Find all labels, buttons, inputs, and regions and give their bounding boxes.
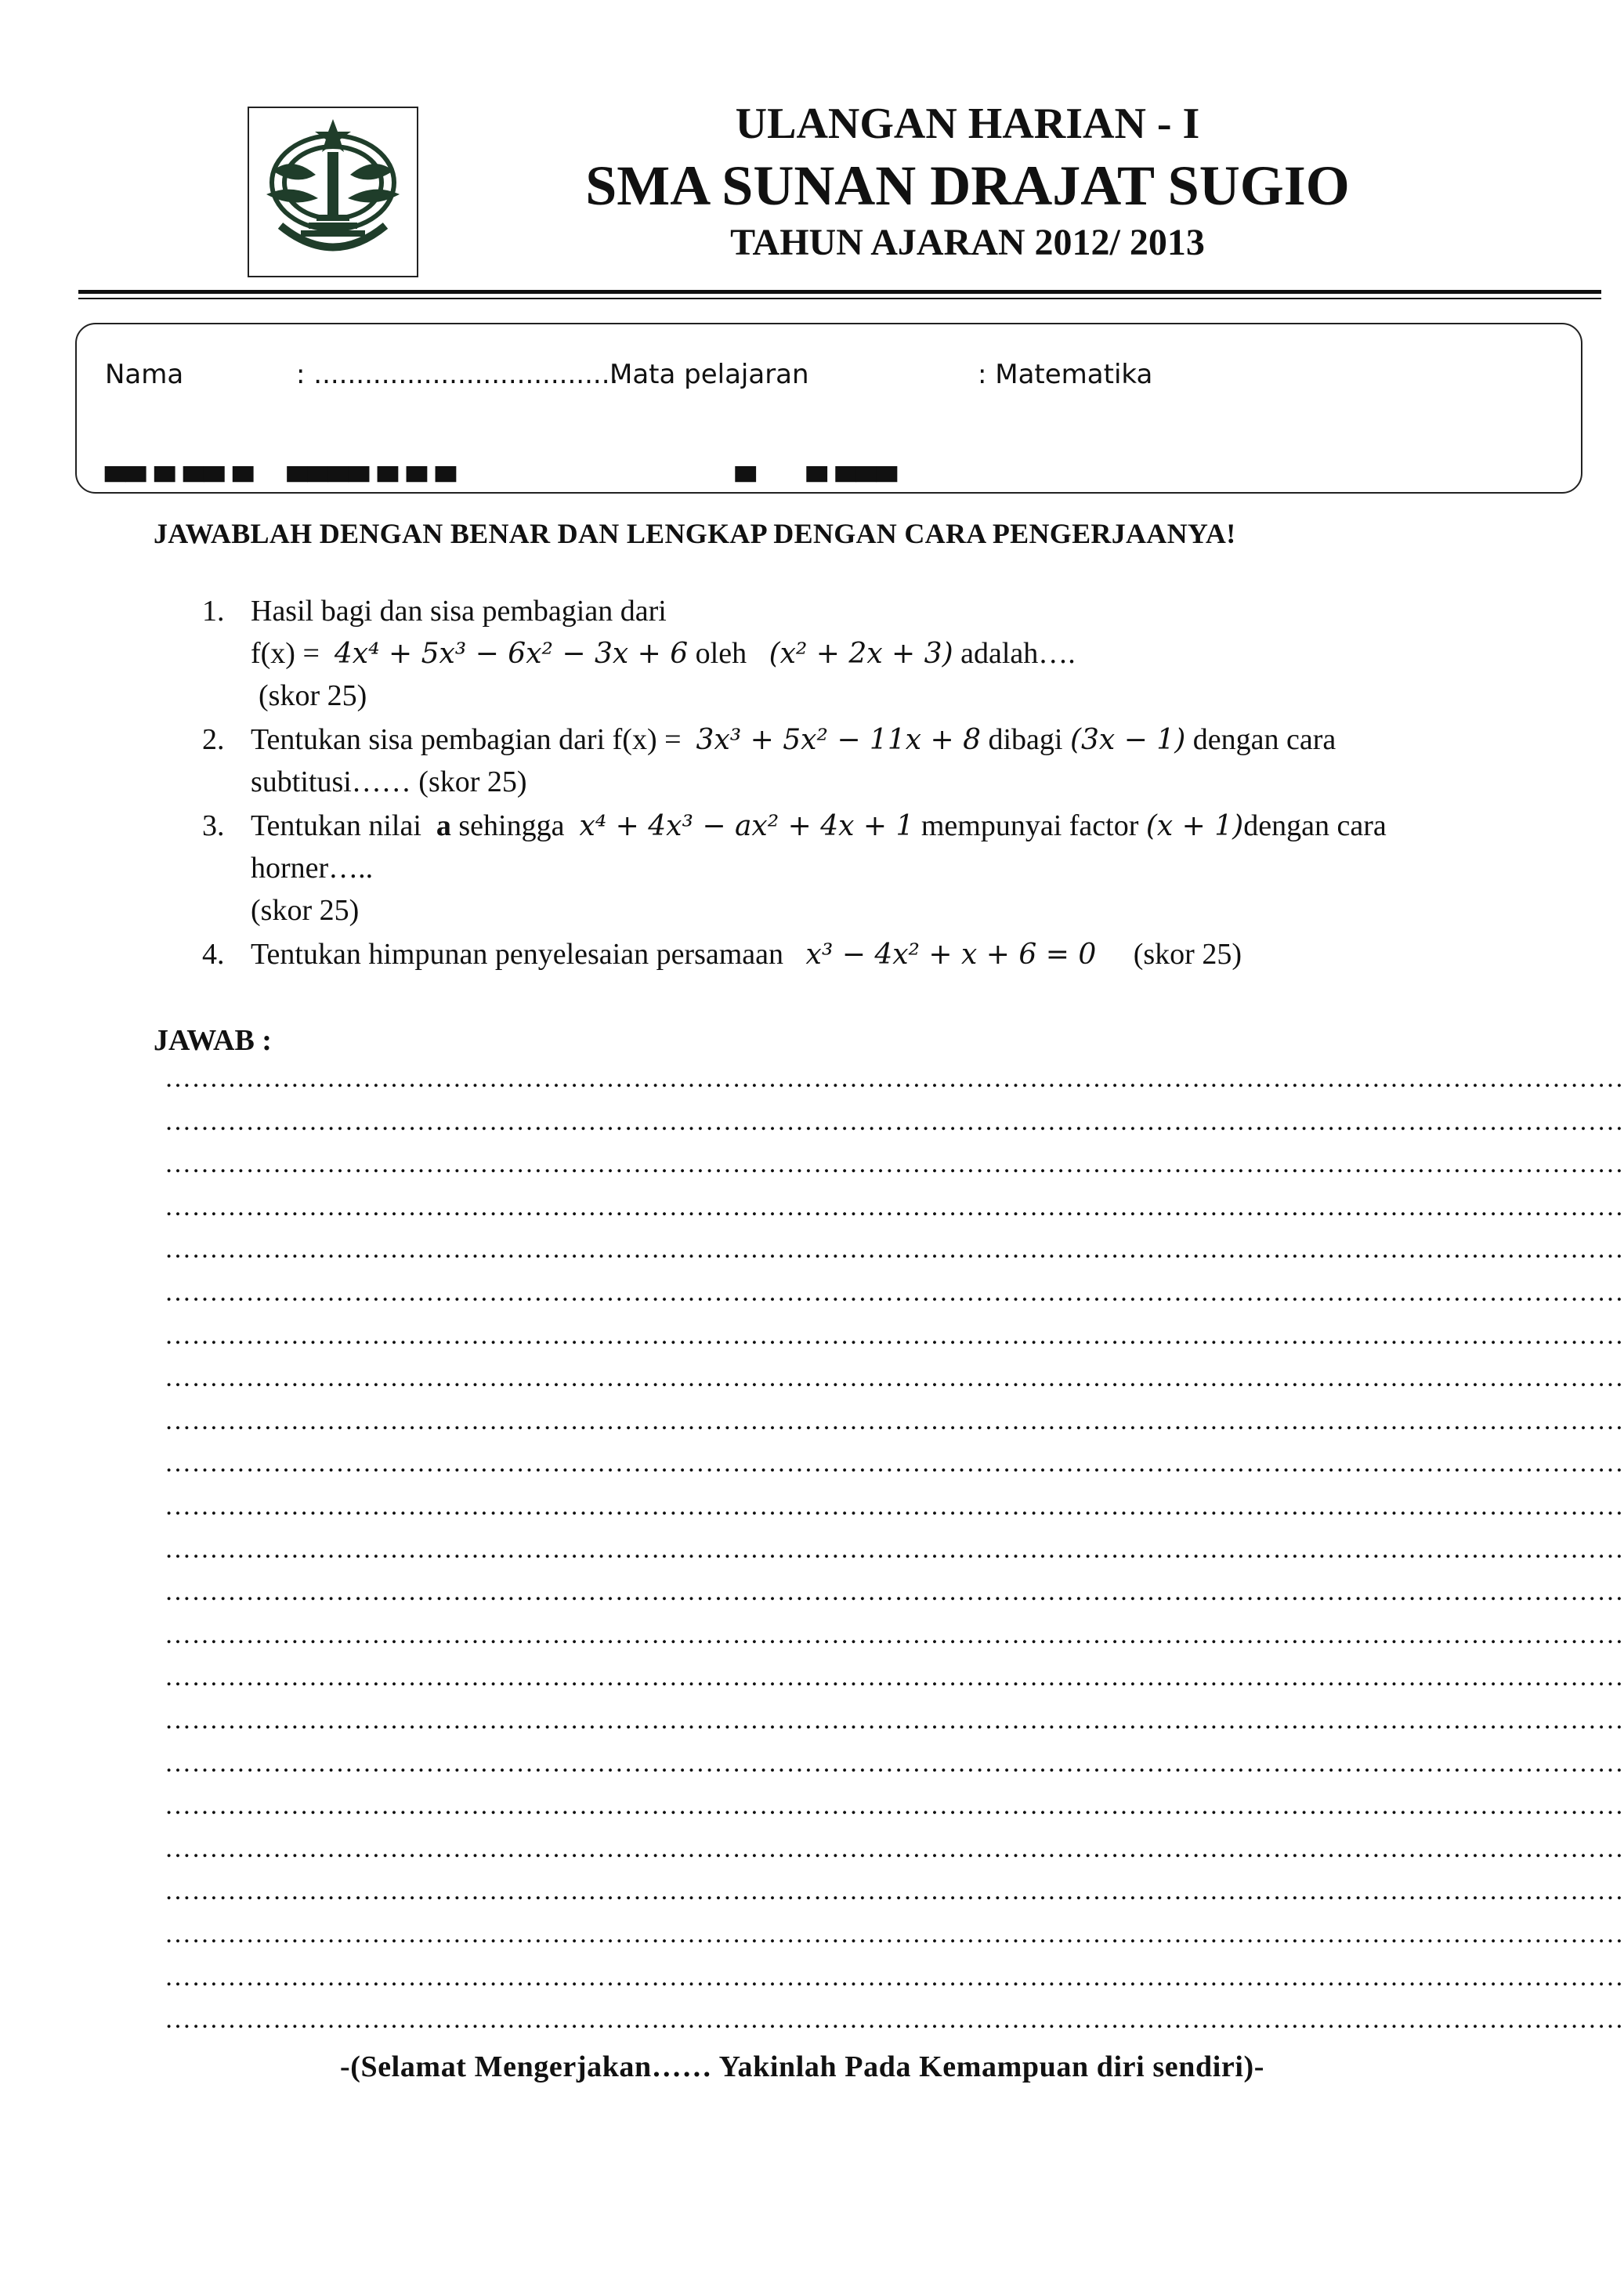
- q3-mid: mempunyai factor: [921, 809, 1146, 842]
- instruction-heading: JAWABLAH DENGAN BENAR DAN LENGKAP DENGAN CARA PENGERJAANYA!: [154, 518, 1236, 549]
- q3-score: (skor 25): [251, 894, 360, 927]
- q1-polynomial: 4x⁴ + 5x³ − 6x² − 3x + 6: [334, 638, 689, 670]
- school-emblem-icon: [249, 108, 417, 276]
- academic-year: TAHUN AJARAN 2012/ 2013: [730, 222, 1205, 263]
- answer-line[interactable]: ………………………………………………………………………………………………………………………………………………: [165, 1320, 1624, 1350]
- answer-line[interactable]: ………………………………………………………………………………………………………………………………………………: [165, 1748, 1624, 1778]
- q3-polynomial: x⁴ + 4x³ − ax² + 4x + 1: [579, 810, 914, 842]
- q1-line2: [251, 636, 1076, 671]
- closing-message: -(Selamat Mengerjakan…… Yakinlah Pada Kemampuan diri sendiri)-: [339, 2050, 1265, 2083]
- q3-prefix: Tentukan nilai: [251, 809, 421, 842]
- student-info-box: [75, 323, 1582, 498]
- answer-line[interactable]: ………………………………………………………………………………………………………………………………………………: [165, 1278, 1624, 1307]
- q1-fx-label: f(x) =: [251, 637, 320, 670]
- q2-suffix: dengan cara: [1192, 723, 1336, 756]
- q1-oleh: oleh: [695, 637, 754, 670]
- q3-sehingga: sehingga: [458, 809, 565, 842]
- q3-factor: (x + 1): [1145, 810, 1244, 842]
- q2-line1: [251, 722, 1336, 757]
- answer-line[interactable]: ………………………………………………………………………………………………………………………………………………: [165, 1064, 1624, 1093]
- q1-line1: Hasil bagi dan sisa pembagian dari: [251, 595, 667, 628]
- answer-line[interactable]: ………………………………………………………………………………………………………………………………………………: [165, 1833, 1624, 1863]
- answer-line[interactable]: ………………………………………………………………………………………………………………………………………………: [165, 1663, 1624, 1692]
- q4-prefix: Tentukan himpunan penyelesaian persamaan: [251, 938, 784, 971]
- answer-line[interactable]: ………………………………………………………………………………………………………………………………………………: [165, 1149, 1624, 1179]
- mapel-label: Mata pelajaran: [609, 359, 809, 390]
- mapel-value: : Matematika: [978, 359, 1153, 390]
- answer-line[interactable]: ………………………………………………………………………………………………………………………………………………: [165, 1706, 1624, 1735]
- answer-line[interactable]: ………………………………………………………………………………………………………………………………………………: [165, 1962, 1624, 1992]
- answer-line[interactable]: ………………………………………………………………………………………………………………………………………………: [165, 1534, 1624, 1564]
- q4-line1: [251, 937, 1242, 972]
- answer-line[interactable]: ………………………………………………………………………………………………………………………………………………: [165, 1492, 1624, 1521]
- q2-number: 2.: [202, 723, 225, 756]
- q2-line2: subtitusi…… (skor 25): [251, 765, 527, 798]
- q2-polynomial: 3x³ + 5x² − 11x + 8: [696, 724, 981, 756]
- answer-line[interactable]: ………………………………………………………………………………………………………………………………………………: [165, 1791, 1624, 1821]
- q4-equation: x³ − 4x² + x + 6 = 0: [805, 939, 1097, 971]
- q2-dibagi: dibagi: [988, 723, 1070, 756]
- q4-score: (skor 25): [1133, 938, 1242, 971]
- q1-suffix: adalah….: [960, 637, 1076, 670]
- answer-line[interactable]: ………………………………………………………………………………………………………………………………………………: [165, 1106, 1624, 1136]
- header-rule-thick: [78, 290, 1601, 294]
- nama-label: Nama: [105, 359, 184, 390]
- q3-line1: [251, 809, 1387, 843]
- q3-variable-a: a: [436, 809, 451, 842]
- answer-line[interactable]: ………………………………………………………………………………………………………………………………………………: [165, 1363, 1624, 1393]
- cut-off-row: ▀▀ ▀ ▀▀ ▀ ▀▀▀▀ ▀ ▀ ▀ ▀ ▀ ▀▀▀: [105, 467, 898, 498]
- q3-line2: horner…..: [251, 852, 374, 885]
- q4-number: 4.: [202, 938, 225, 971]
- jawab-label: JAWAB :: [154, 1024, 272, 1057]
- answer-line[interactable]: ………………………………………………………………………………………………………………………………………………: [165, 1449, 1624, 1478]
- answer-line[interactable]: ………………………………………………………………………………………………………………………………………………: [165, 1920, 1624, 1949]
- q1-number: 1.: [202, 595, 225, 628]
- nama-field[interactable]: : ....................................: [296, 359, 619, 390]
- answer-line[interactable]: ………………………………………………………………………………………………………………………………………………: [165, 2005, 1624, 2035]
- answer-line[interactable]: ………………………………………………………………………………………………………………………………………………: [165, 1192, 1624, 1221]
- answer-line[interactable]: ………………………………………………………………………………………………………………………………………………: [165, 1406, 1624, 1435]
- answer-line[interactable]: ………………………………………………………………………………………………………………………………………………: [165, 1619, 1624, 1649]
- answer-line[interactable]: ………………………………………………………………………………………………………………………………………………: [165, 1876, 1624, 1906]
- exam-title: ULANGAN HARIAN - I: [735, 100, 1200, 148]
- q2-divisor: (3x − 1): [1069, 724, 1186, 756]
- q1-divisor: (x² + 2x + 3): [769, 638, 953, 670]
- school-name: SMA SUNAN DRAJAT SUGIO: [585, 154, 1350, 217]
- q3-number: 3.: [202, 809, 225, 842]
- answer-line[interactable]: ………………………………………………………………………………………………………………………………………………: [165, 1577, 1624, 1607]
- answer-line[interactable]: ………………………………………………………………………………………………………………………………………………: [165, 1235, 1624, 1265]
- q2-prefix: Tentukan sisa pembagian dari f(x) =: [251, 723, 682, 756]
- q3-suffix: dengan cara: [1243, 809, 1387, 842]
- school-logo: [248, 107, 418, 277]
- header-rule-thin: [78, 298, 1601, 299]
- q1-score: (skor 25): [259, 679, 367, 712]
